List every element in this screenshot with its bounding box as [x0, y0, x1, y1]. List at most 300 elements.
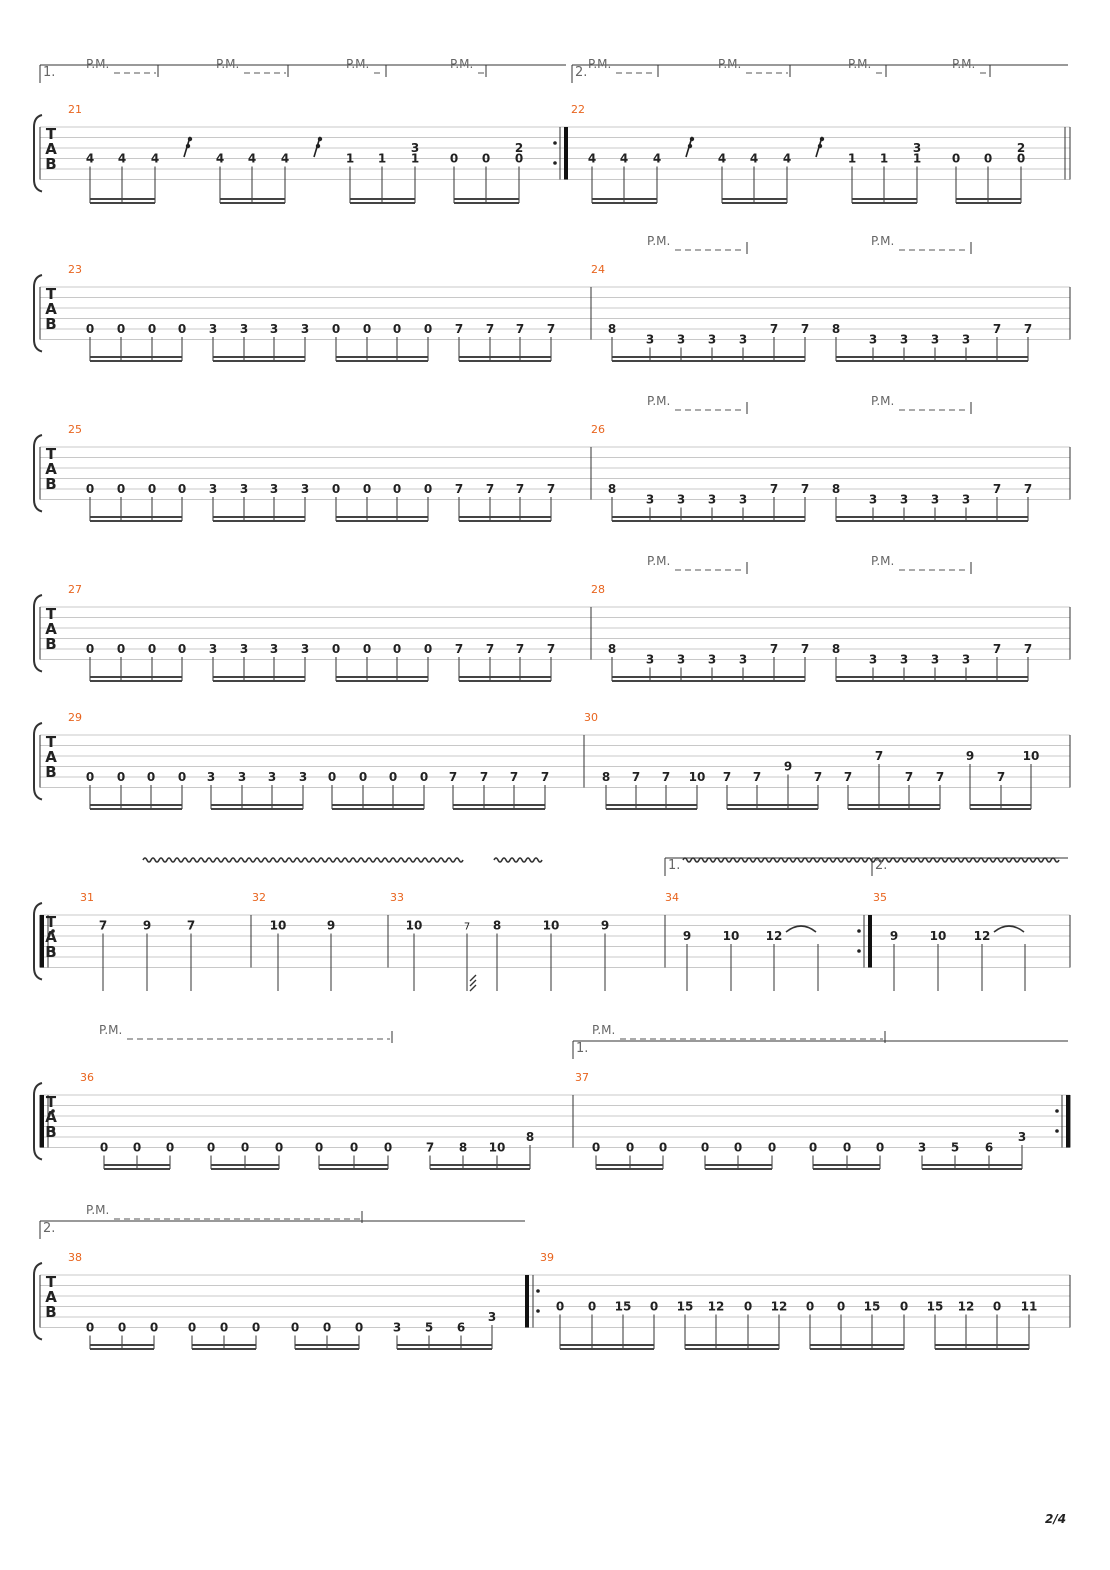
tab-note: 7 — [996, 770, 1006, 784]
tab-note: 3 — [961, 332, 971, 347]
tab-note: 4 — [247, 151, 257, 166]
tab-note: 0 — [251, 1320, 261, 1335]
palm-mute-label: P.M. — [99, 1023, 123, 1037]
tab-note: 7 — [463, 921, 471, 933]
system-bracket — [34, 723, 42, 800]
tab-note: 3 — [269, 642, 279, 656]
tab-note: 2 — [514, 141, 524, 155]
palm-mute-label: P.M. — [86, 57, 110, 71]
vibrato — [494, 858, 542, 862]
tab-note: 3 — [930, 492, 940, 507]
tab-note: 0 — [147, 322, 157, 336]
tab-note: 7 — [800, 642, 810, 656]
tab-note: 3 — [392, 1320, 402, 1335]
tab-note: 7 — [874, 749, 884, 763]
tie — [786, 926, 816, 932]
tab-note: 0 — [388, 770, 398, 784]
tab-note: 0 — [983, 151, 993, 166]
tab-note: 0 — [808, 1140, 818, 1155]
palm-mute-label: P.M. — [871, 554, 895, 568]
tab-note: 4 — [619, 151, 629, 166]
system-bracket — [34, 1263, 42, 1340]
tab-note: 10 — [722, 929, 740, 943]
tab-note: 0 — [146, 770, 156, 784]
tab-note: 7 — [752, 770, 762, 784]
tab-note: 0 — [362, 482, 372, 496]
tab-note: 0 — [85, 482, 95, 496]
tab-note: 7 — [454, 322, 464, 336]
tab-note: 3 — [237, 770, 247, 784]
tab-note: 9 — [682, 929, 692, 943]
system-bracket — [34, 115, 42, 192]
tab-note: 0 — [875, 1140, 885, 1155]
tab-note: 9 — [783, 759, 793, 774]
tab-note: 3 — [917, 1140, 927, 1155]
measure-number: 36 — [80, 1071, 94, 1084]
tab-note: 3 — [208, 482, 218, 496]
repeat-dot — [857, 949, 861, 953]
tab-note: 0 — [147, 482, 157, 496]
tab-note: 11 — [1020, 1299, 1038, 1314]
tab-clef-letter: T — [45, 285, 57, 303]
tab-clef-letter: B — [45, 763, 57, 781]
tab-note: 1 — [410, 151, 420, 166]
tab-clef-letter: T — [45, 125, 57, 143]
tab-note: 0 — [274, 1140, 284, 1155]
palm-mute-label: P.M. — [871, 234, 895, 248]
tab-note: 3 — [738, 332, 748, 347]
tab-clef-letter: B — [45, 1123, 57, 1141]
tab-clef-letter: A — [45, 928, 57, 946]
tab-note: 2 — [1016, 141, 1026, 155]
tab-note: 7 — [992, 322, 1002, 336]
tab-note: 7 — [661, 770, 671, 784]
tab-note: 0 — [700, 1140, 710, 1155]
tab-note: 4 — [652, 151, 662, 166]
tab-note: 0 — [449, 151, 459, 166]
volta-label: 2. — [575, 65, 588, 80]
tie — [994, 926, 1024, 932]
tab-note: 0 — [290, 1320, 300, 1335]
measure-number: 35 — [873, 891, 887, 904]
measure-number: 32 — [252, 891, 266, 904]
tab-note: 7 — [479, 770, 489, 784]
tab-note: 9 — [600, 918, 610, 933]
tab-note: 3 — [868, 332, 878, 347]
tab-note: 3 — [707, 652, 717, 667]
tab-note: 12 — [973, 929, 991, 943]
tab-note: 3 — [899, 652, 909, 667]
tab-note: 0 — [331, 322, 341, 336]
tab-note: 0 — [591, 1140, 601, 1155]
tab-note: 0 — [358, 770, 368, 784]
repeat-dot — [1055, 1109, 1059, 1113]
tab-note: 0 — [951, 151, 961, 166]
tab-note: 0 — [116, 482, 126, 496]
tab-note: 4 — [280, 151, 290, 166]
measure-number: 29 — [68, 711, 82, 724]
tab-note: 7 — [546, 482, 556, 496]
tab-note: 0 — [362, 642, 372, 656]
tab-note: 0 — [419, 770, 429, 784]
tab-clef-letter: A — [45, 748, 57, 766]
tab-note: 0 — [85, 642, 95, 656]
palm-mute-label: P.M. — [592, 1023, 616, 1037]
tab-clef-letter: B — [45, 943, 57, 961]
tab-note: 5 — [950, 1140, 960, 1155]
tab-clef-letter: A — [45, 1288, 57, 1306]
tab-note: 0 — [383, 1140, 393, 1155]
tab-clef-letter: A — [45, 620, 57, 638]
tab-note: 7 — [509, 770, 519, 784]
tab-note: 0 — [423, 642, 433, 656]
tab-note: 7 — [843, 770, 853, 784]
tab-note: 3 — [868, 492, 878, 507]
tab-note: 7 — [722, 770, 732, 784]
tab-note: 7 — [448, 770, 458, 784]
tab-note: 3 — [707, 492, 717, 507]
tab-note: 7 — [515, 322, 525, 336]
tab-note: 4 — [587, 151, 597, 166]
volta-label: 1. — [576, 1041, 589, 1056]
tab-note: 4 — [749, 151, 759, 166]
tab-note: 0 — [649, 1299, 659, 1314]
tab-note: 3 — [645, 492, 655, 507]
tab-note: 3 — [912, 141, 922, 155]
tab-note: 4 — [85, 151, 95, 166]
measure-number: 22 — [571, 103, 585, 116]
tab-note: 3 — [206, 770, 216, 784]
tab-note: 12 — [957, 1299, 975, 1314]
tab-note: 0 — [423, 482, 433, 496]
tab-clef-letter: A — [45, 460, 57, 478]
tab-clef-letter: B — [45, 155, 57, 173]
tab-note: 3 — [300, 322, 310, 336]
tab-note: 10 — [542, 918, 560, 933]
palm-mute-label: P.M. — [588, 57, 612, 71]
tab-note: 0 — [392, 322, 402, 336]
tab-note: 0 — [514, 151, 524, 166]
tab-note: 0 — [842, 1140, 852, 1155]
tab-note: 0 — [625, 1140, 635, 1155]
rest — [820, 137, 824, 141]
tab-note: 0 — [992, 1299, 1002, 1314]
measure-number: 25 — [68, 423, 82, 436]
tab-note: 7 — [515, 482, 525, 496]
repeat-dot — [553, 161, 557, 165]
tab-note: 8 — [607, 482, 617, 496]
measure-number: 38 — [68, 1251, 82, 1264]
tab-note: 12 — [707, 1299, 725, 1314]
tab-note: 8 — [831, 482, 841, 496]
tab-note: 3 — [239, 642, 249, 656]
tab-note: 3 — [676, 652, 686, 667]
tab-note: 0 — [767, 1140, 777, 1155]
tab-note: 12 — [770, 1299, 788, 1314]
tab-note: 0 — [743, 1299, 753, 1314]
palm-mute-label: P.M. — [647, 554, 671, 568]
tab-note: 3 — [300, 642, 310, 656]
tab-note: 3 — [645, 652, 655, 667]
tab-note: 0 — [481, 151, 491, 166]
palm-mute-label: P.M. — [86, 1203, 110, 1217]
tab-note: 3 — [961, 652, 971, 667]
tab-note: 3 — [267, 770, 277, 784]
rest — [690, 137, 694, 141]
notation-marks — [40, 65, 1068, 1349]
tab-note: 0 — [116, 322, 126, 336]
vibrato — [683, 858, 1059, 862]
tab-note: 3 — [676, 492, 686, 507]
tab-note: 7 — [425, 1140, 435, 1155]
tab-note: 4 — [717, 151, 727, 166]
tab-note: 15 — [614, 1299, 632, 1314]
tab-note: 3 — [269, 482, 279, 496]
tab-note: 7 — [540, 770, 550, 784]
tab-note: 8 — [831, 322, 841, 336]
tab-clef-letter: B — [45, 635, 57, 653]
tab-note: 7 — [800, 322, 810, 336]
tab-note: 10 — [929, 929, 947, 943]
tab-clef-letter: A — [45, 140, 57, 158]
tab-note: 7 — [769, 322, 779, 336]
rest — [818, 144, 822, 148]
tab-note: 0 — [177, 322, 187, 336]
tab-note: 3 — [269, 322, 279, 336]
staff-lines — [34, 115, 1070, 1340]
tab-note: 3 — [487, 1310, 497, 1324]
tab-clef-letter: A — [45, 300, 57, 318]
tab-note: 8 — [525, 1130, 535, 1144]
tab-note: 3 — [899, 492, 909, 507]
measure-number: 37 — [575, 1071, 589, 1084]
tab-note: 0 — [187, 1320, 197, 1335]
measure-number: 23 — [68, 263, 82, 276]
page-number: 2/4 — [1045, 1512, 1067, 1526]
tab-note: 0 — [392, 642, 402, 656]
palm-mute-label: P.M. — [647, 234, 671, 248]
tab-note: 7 — [813, 770, 823, 784]
tab-note: 0 — [147, 642, 157, 656]
tab-note: 4 — [782, 151, 792, 166]
tab-note: 9 — [326, 918, 336, 933]
tab-note: 7 — [98, 918, 108, 933]
tab-note: 7 — [769, 642, 779, 656]
tab-note: 12 — [765, 929, 783, 943]
measure-number: 28 — [591, 583, 605, 596]
tab-note: 0 — [177, 770, 187, 784]
tab-note: 0 — [899, 1299, 909, 1314]
rest — [188, 137, 192, 141]
tab-note: 0 — [177, 642, 187, 656]
system-bracket — [34, 275, 42, 352]
tab-note: 9 — [965, 749, 975, 763]
tab-clef-letter: A — [45, 1108, 57, 1126]
rest — [316, 144, 320, 148]
tab-clef-letter: T — [45, 913, 57, 931]
tab-note: 3 — [961, 492, 971, 507]
volta-label: 1. — [668, 858, 681, 873]
tab-note: 0 — [362, 322, 372, 336]
tab-note: 0 — [99, 1140, 109, 1155]
tab-note: 8 — [831, 642, 841, 656]
tab-clef-letter: T — [45, 1093, 57, 1111]
tab-note: 1 — [912, 151, 922, 166]
measure-number: 31 — [80, 891, 94, 904]
tab-note: 0 — [322, 1320, 332, 1335]
repeat-dot — [553, 141, 557, 145]
tab-note: 0 — [555, 1299, 565, 1314]
palm-mute-label: P.M. — [346, 57, 370, 71]
tab-note: 0 — [423, 322, 433, 336]
tab-note: 0 — [206, 1140, 216, 1155]
tab-note: 7 — [800, 482, 810, 496]
tab-note: 0 — [116, 770, 126, 784]
tab-note: 0 — [219, 1320, 229, 1335]
tab-note: 3 — [930, 652, 940, 667]
tab-note: 7 — [1023, 642, 1033, 656]
tab-note: 8 — [607, 322, 617, 336]
tab-note: 3 — [298, 770, 308, 784]
tab-clef-letter: T — [45, 605, 57, 623]
tab-note: 0 — [805, 1299, 815, 1314]
tab-note: 8 — [601, 770, 611, 784]
measure-number: 33 — [390, 891, 404, 904]
tab-note: 15 — [863, 1299, 881, 1314]
tab-note: 10 — [1022, 749, 1040, 763]
tab-note: 3 — [239, 482, 249, 496]
tab-note: 7 — [546, 642, 556, 656]
tab-note: 0 — [354, 1320, 364, 1335]
vibrato — [143, 858, 463, 862]
repeat-dot — [857, 929, 861, 933]
tab-note: 0 — [392, 482, 402, 496]
tab-note: 3 — [208, 642, 218, 656]
tab-note: 0 — [331, 642, 341, 656]
tab-note: 3 — [738, 652, 748, 667]
tab-note: 3 — [300, 482, 310, 496]
tab-note: 4 — [150, 151, 160, 166]
tab-clef-letter: T — [45, 733, 57, 751]
tab-note: 3 — [645, 332, 655, 347]
tab-clef-letter: B — [45, 1303, 57, 1321]
rest — [186, 144, 190, 148]
tab-note: 10 — [488, 1140, 506, 1155]
tab-note: 3 — [410, 141, 420, 155]
tab-note: 0 — [165, 1140, 175, 1155]
tab-note: 0 — [85, 1320, 95, 1335]
measure-number: 30 — [584, 711, 598, 724]
system-bracket — [34, 595, 42, 672]
tab-note: 0 — [149, 1320, 159, 1335]
measure-number: 39 — [540, 1251, 554, 1264]
tab-note: 7 — [769, 482, 779, 496]
tab-note: 0 — [587, 1299, 597, 1314]
tab-note: 5 — [424, 1320, 434, 1335]
palm-mute-label: P.M. — [718, 57, 742, 71]
tab-note: 3 — [676, 332, 686, 347]
tab-note: 7 — [454, 482, 464, 496]
tab-note: 0 — [85, 322, 95, 336]
tab-note: 0 — [116, 642, 126, 656]
tab-note: 8 — [492, 918, 502, 933]
tab-note: 7 — [992, 482, 1002, 496]
tab-note: 9 — [142, 918, 152, 933]
tab-note: 0 — [327, 770, 337, 784]
tab-note: 1 — [847, 151, 857, 166]
tab-clef-letter: T — [45, 1273, 57, 1291]
tab-note: 8 — [607, 642, 617, 656]
tab-note: 8 — [458, 1140, 468, 1155]
volta-label: 2. — [875, 858, 888, 873]
palm-mute-label: P.M. — [216, 57, 240, 71]
tab-note: 3 — [868, 652, 878, 667]
tab-note: 7 — [454, 642, 464, 656]
tab-note: 6 — [456, 1320, 466, 1335]
system-bracket — [34, 435, 42, 512]
tab-clef-letter: B — [45, 475, 57, 493]
tab-note: 0 — [240, 1140, 250, 1155]
tab-note: 3 — [208, 322, 218, 336]
palm-mute-label: P.M. — [871, 394, 895, 408]
measure-number: 24 — [591, 263, 605, 276]
tab-note: 7 — [485, 482, 495, 496]
repeat-dot — [536, 1289, 540, 1293]
palm-mute-label: P.M. — [647, 394, 671, 408]
palm-mute-label: P.M. — [848, 57, 872, 71]
tab-note: 0 — [85, 770, 95, 784]
tab-note: 15 — [676, 1299, 694, 1314]
tab-note: 7 — [1023, 482, 1033, 496]
rest — [688, 144, 692, 148]
tab-note: 4 — [215, 151, 225, 166]
tab-note: 3 — [930, 332, 940, 347]
tab-note: 3 — [738, 492, 748, 507]
tab-note: 0 — [132, 1140, 142, 1155]
tab-note: 7 — [992, 642, 1002, 656]
tab-clef-letter: T — [45, 445, 57, 463]
tab-note: 7 — [546, 322, 556, 336]
tremolo-mark — [470, 975, 476, 991]
tab-note: 10 — [688, 770, 706, 784]
notation-labels — [43, 57, 1039, 1335]
measure-number: 26 — [591, 423, 605, 436]
tab-note: 10 — [269, 918, 287, 933]
tab-note: 1 — [879, 151, 889, 166]
tab-note: 7 — [631, 770, 641, 784]
tab-note: 0 — [177, 482, 187, 496]
tab-note: 7 — [485, 322, 495, 336]
tab-note: 0 — [1016, 151, 1026, 166]
tab-note: 0 — [331, 482, 341, 496]
tab-note: 4 — [117, 151, 127, 166]
tab-note: 3 — [899, 332, 909, 347]
volta-label: 1. — [43, 65, 56, 80]
rest — [318, 137, 322, 141]
tab-note: 3 — [707, 332, 717, 347]
tab-note: 9 — [889, 929, 899, 943]
measure-number: 21 — [68, 103, 82, 116]
tab-note: 7 — [485, 642, 495, 656]
tab-note: 0 — [314, 1140, 324, 1155]
tab-note: 6 — [984, 1140, 994, 1155]
tab-note: 0 — [349, 1140, 359, 1155]
tab-note: 7 — [904, 770, 914, 784]
tab-note: 7 — [1023, 322, 1033, 336]
measure-number: 27 — [68, 583, 82, 596]
tab-note: 0 — [658, 1140, 668, 1155]
tab-note: 10 — [405, 918, 423, 933]
